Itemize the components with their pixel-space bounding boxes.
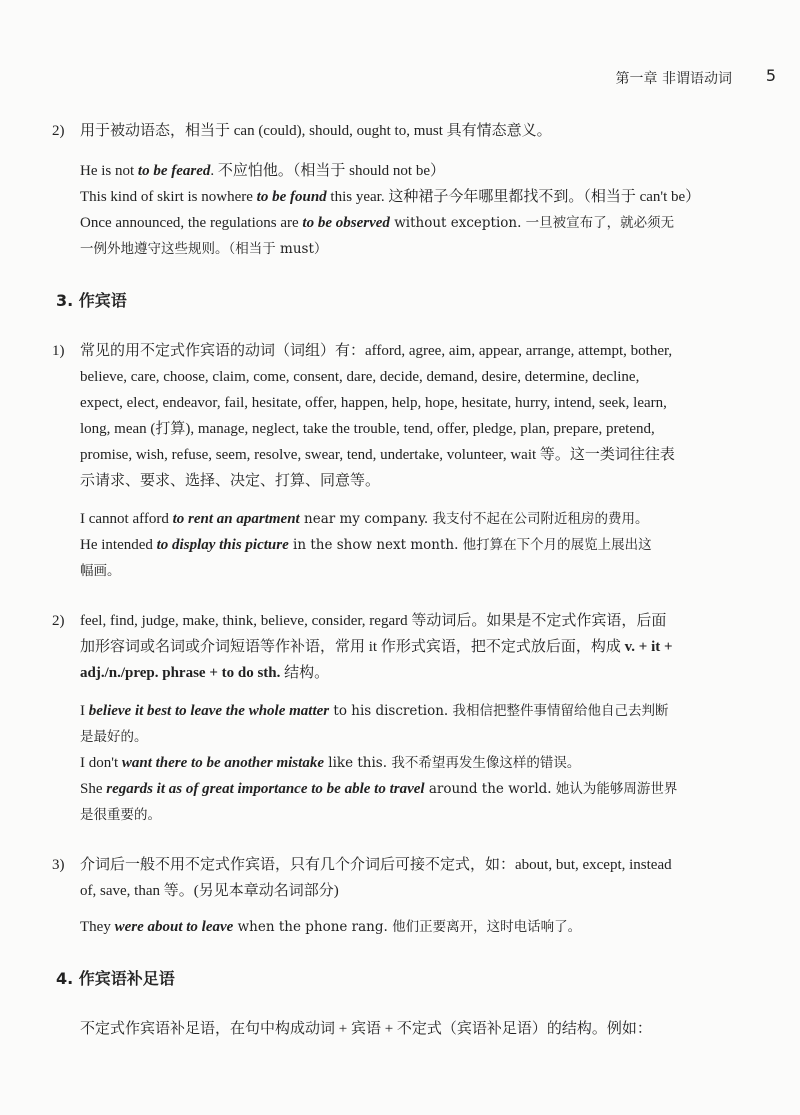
example-sentence: He is not to be feared. 不应怕他。（相当于 should not be） (80, 163, 445, 179)
example-translation: 一例外地遵守这些规则。（相当于 must） (80, 241, 328, 257)
item-number: 2) (52, 123, 65, 139)
example-translation: 是最好的。 (80, 729, 148, 745)
example-sentence: They were about to leave when the phone rang. 他们正要离开，这时电话响了。 (80, 919, 582, 935)
item-text: 常见的用不定式作宾语的动词（词组）有：afford, agree, aim, appear, arrange, attempt, bother, (80, 343, 673, 359)
item-text: long, mean (打算), manage, neglect, take the trouble, tend, offer, pledge, plan, prepare, pretend, (80, 421, 655, 437)
example-sentence: I believe it best to leave the whole matter to his discretion. 我相信把整件事情留给他自己去判断 (80, 703, 669, 719)
page-header (0, 66, 800, 90)
example-sentence: I cannot afford to rent an apartment near my company. 我支付不起在公司附近租房的费用。 (80, 511, 649, 527)
item-text: 介词后一般不用不定式作宾语，只有几个介词后可接不定式，如：about, but, except, instead (80, 857, 672, 873)
item-text: adj./n./prep. phrase + to do sth. 结构。 (80, 665, 330, 681)
item-text: promise, wish, refuse, seem, resolve, swear, tend, undertake, volunteer, wait 等。这一类词往往表 (80, 447, 675, 463)
section-heading: 4. 作宾语补足语 (56, 969, 175, 988)
item-text: 用于被动语态，相当于 can (could), should, ought to, must 具有情态意义。 (80, 123, 552, 139)
example-sentence: She regards it as of great importance to be able to travel around the world. 她认为能够周游世界 (80, 781, 678, 797)
item-text: feel, find, judge, make, think, believe, consider, regard 等动词后。如果是不定式作宾语，后面 (80, 613, 667, 629)
item-text: expect, elect, endeavor, fail, hesitate, offer, happen, help, hope, hesitate, hurry, intend, seek, learn, (80, 395, 667, 411)
section-heading: 3. 作宾语 (56, 291, 127, 310)
section-text: 不定式作宾语补足语，在句中构成动词 + 宾语 + 不定式（宾语补足语）的结构。例如： (80, 1021, 652, 1037)
item-text: 示请求、要求、选择、决定、打算、同意等。 (80, 473, 381, 489)
item-text: 加形容词或名词或介词短语等作补语，常用 it 作形式宾语，把不定式放后面，构成 v. + it + (80, 639, 673, 655)
example-translation: 幅画。 (80, 563, 121, 579)
example-translation: 是很重要的。 (80, 807, 161, 823)
item-number: 2) (52, 613, 65, 629)
example-sentence: This kind of skirt is nowhere to be found this year. 这种裙子今年哪里都找不到。（相当于 can't be） (80, 189, 701, 205)
chapter-title: 第一章 非谓语动词 (615, 71, 732, 87)
item-number: 3) (52, 857, 65, 873)
example-sentence: Once announced, the regulations are to be observed without exception. 一旦被宣布了，就必须无 (80, 215, 675, 231)
example-sentence: He intended to display this picture in the show next month. 他打算在下个月的展览上展出这 (80, 537, 652, 553)
item-text: of, save, than 等。(另见本章动名词部分) (80, 883, 339, 899)
item-text: believe, care, choose, claim, come, consent, dare, decide, demand, desire, determine, decline, (80, 369, 640, 385)
example-sentence: I don't want there to be another mistake like this. 我不希望再发生像这样的错误。 (80, 755, 581, 771)
item-number: 1) (52, 343, 65, 359)
page-number: 5 (765, 66, 776, 85)
